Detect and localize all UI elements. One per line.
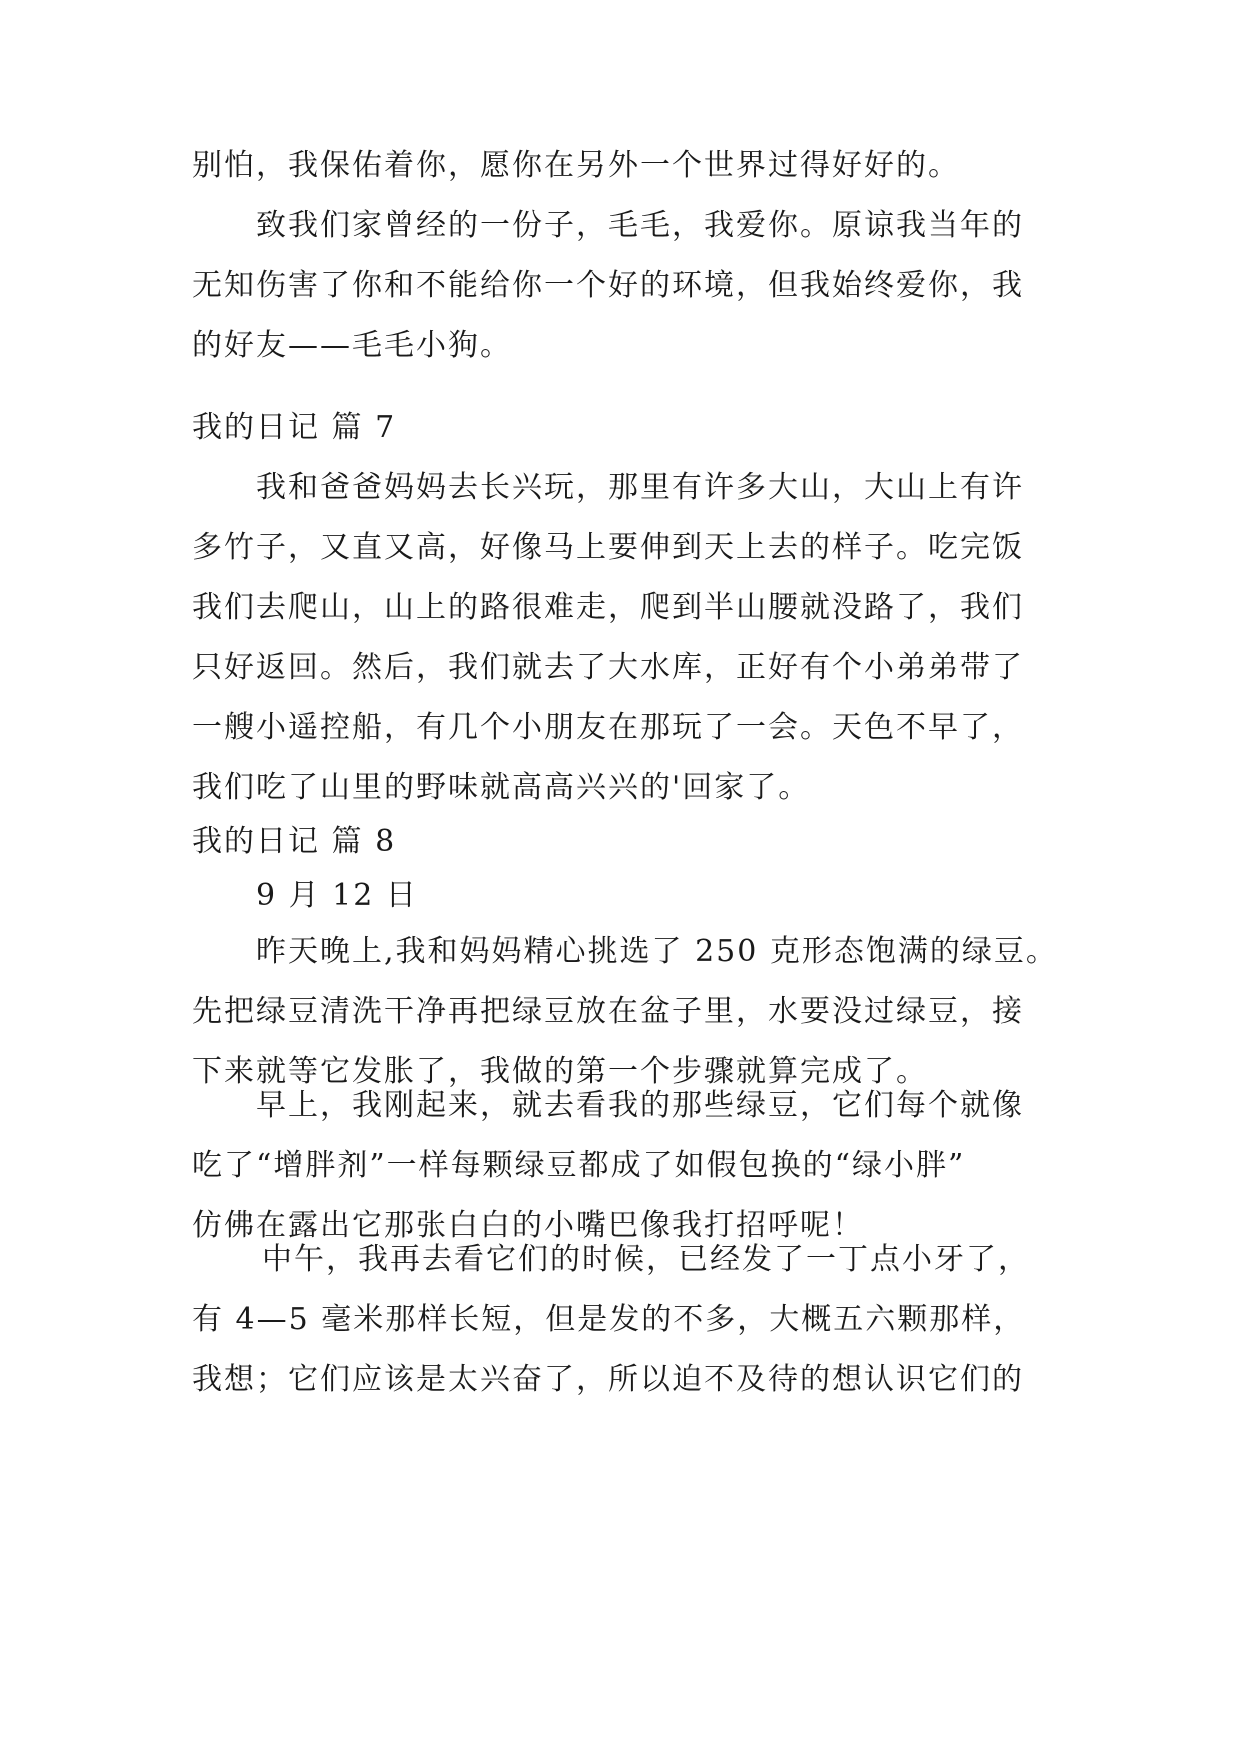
text-line: 我们吃了山里的野味就高高兴兴的'回家了。 xyxy=(192,770,811,805)
paragraph-farewell xyxy=(192,136,1052,196)
text-line: 中午，我再去看它们的时候，已经发了一丁点小牙了， xyxy=(262,1242,1030,1277)
section-heading: 我的日记 篇 8 xyxy=(192,824,397,859)
paragraph-morning xyxy=(192,1076,1052,1256)
section-heading: 我的日记 篇 7 xyxy=(192,410,397,445)
text-line: 吃了“增胖剂”一样每颗绿豆都成了如假包换的“绿小胖” xyxy=(192,1148,966,1183)
date-line: 9 月 12 日 xyxy=(256,878,418,913)
text-line: 一艘小遥控船，有几个小朋友在那玩了一会。天色不早了， xyxy=(192,710,1024,745)
text-line: 仿佛在露出它那张白白的小嘴巴像我打招呼呢！ xyxy=(192,1208,864,1243)
paragraph-changxing-trip xyxy=(192,458,1052,818)
text-line: 多竹子，又直又高，好像马上要伸到天上去的样子。吃完饭 xyxy=(192,530,1024,565)
text-line: 我们去爬山，山上的路很难走，爬到半山腰就没路了，我们 xyxy=(192,590,1024,625)
text-line: 别怕，我保佑着你，愿你在另外一个世界过得好好的。 xyxy=(192,148,960,183)
text-line: 无知伤害了你和不能给你一个好的环境，但我始终爱你，我 xyxy=(192,268,1024,303)
text-line: 的好友——毛毛小狗。 xyxy=(192,328,512,363)
paragraph-mung-beans-preparation xyxy=(192,922,1058,1102)
entry-date xyxy=(192,866,1052,926)
text-line: 我想；它们应该是太兴奋了，所以迫不及待的想认识它们的 xyxy=(192,1362,1024,1397)
paragraph-noon xyxy=(192,1230,1052,1410)
text-line: 下来就等它发胀了，我做的第一个步骤就算完成了。 xyxy=(192,1054,928,1089)
entry-heading-7 xyxy=(192,398,1052,458)
paragraph-dedication xyxy=(192,196,1052,376)
text-line: 有 4—5 毫米那样长短，但是发的不多，大概五六颗那样， xyxy=(192,1302,1026,1337)
text-line: 我和爸爸妈妈去长兴玩，那里有许多大山，大山上有许 xyxy=(256,470,1024,505)
text-line: 先把绿豆清洗干净再把绿豆放在盆子里，水要没过绿豆，接 xyxy=(192,994,1024,1029)
text-line: 致我们家曾经的一份子，毛毛，我爱你。原谅我当年的 xyxy=(256,208,1024,243)
entry-heading-8 xyxy=(192,812,1052,872)
text-line: 只好返回。然后，我们就去了大水库，正好有个小弟弟带了 xyxy=(192,650,1024,685)
text-line: 昨天晚上,我和妈妈精心挑选了 250 克形态饱满的绿豆。 xyxy=(256,934,1058,969)
text-line: 早上，我刚起来，就去看我的那些绿豆，它们每个就像 xyxy=(256,1088,1024,1123)
